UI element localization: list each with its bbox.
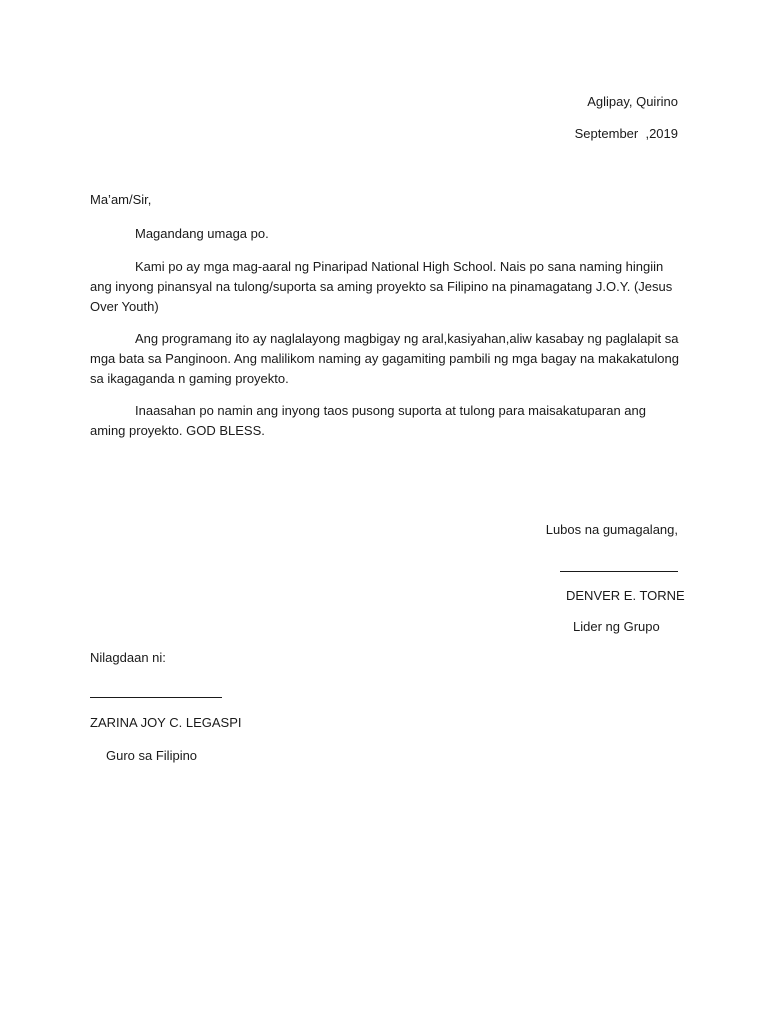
approver-name: ZARINA JOY C. LEGASPI (90, 715, 242, 730)
sender-name: DENVER E. TORNE (566, 588, 685, 603)
letter-closing: Lubos na gumagalang, (545, 522, 678, 537)
letter-greeting: Magandang umaga po. (135, 226, 269, 241)
noted-by-label: Nilagdaan ni: (90, 650, 166, 665)
letter-paragraph-2: Ang programang ito ay naglalayong magbigay ng aral,kasiyahan,aliw kasabay ng paglalapit sa mga bata sa Panginoon. Ang malilikom naming ay gagamiting pambili ng mga bagay na makakatulong sa ikagaganda n gaming proyekto. (90, 331, 679, 386)
sender-title: Lider ng Grupo (573, 619, 660, 634)
letter-paragraph-1: Kami po ay mga mag-aaral ng Pinaripad National High School. Nais po sana naming hingiin ang inyong pinansyal na tulong/suporta sa aming proyekto sa Filipino na pinamagatang J.O.Y. (Jesus Over Youth) (90, 259, 673, 314)
sender-signature-line (560, 571, 678, 572)
letter-place: Aglipay, Quirino (587, 94, 678, 109)
approver-title: Guro sa Filipino (106, 748, 198, 763)
letter-paragraph-3: Inaasahan po namin ang inyong taos pusong suporta at tulong para maisakatuparan ang aming proyekto. GOD BLESS. (90, 403, 646, 438)
approver-signature-line (90, 697, 222, 698)
letter-salutation: Ma’am/Sir, (90, 192, 152, 207)
letter-date: September ,2019 (574, 126, 678, 141)
